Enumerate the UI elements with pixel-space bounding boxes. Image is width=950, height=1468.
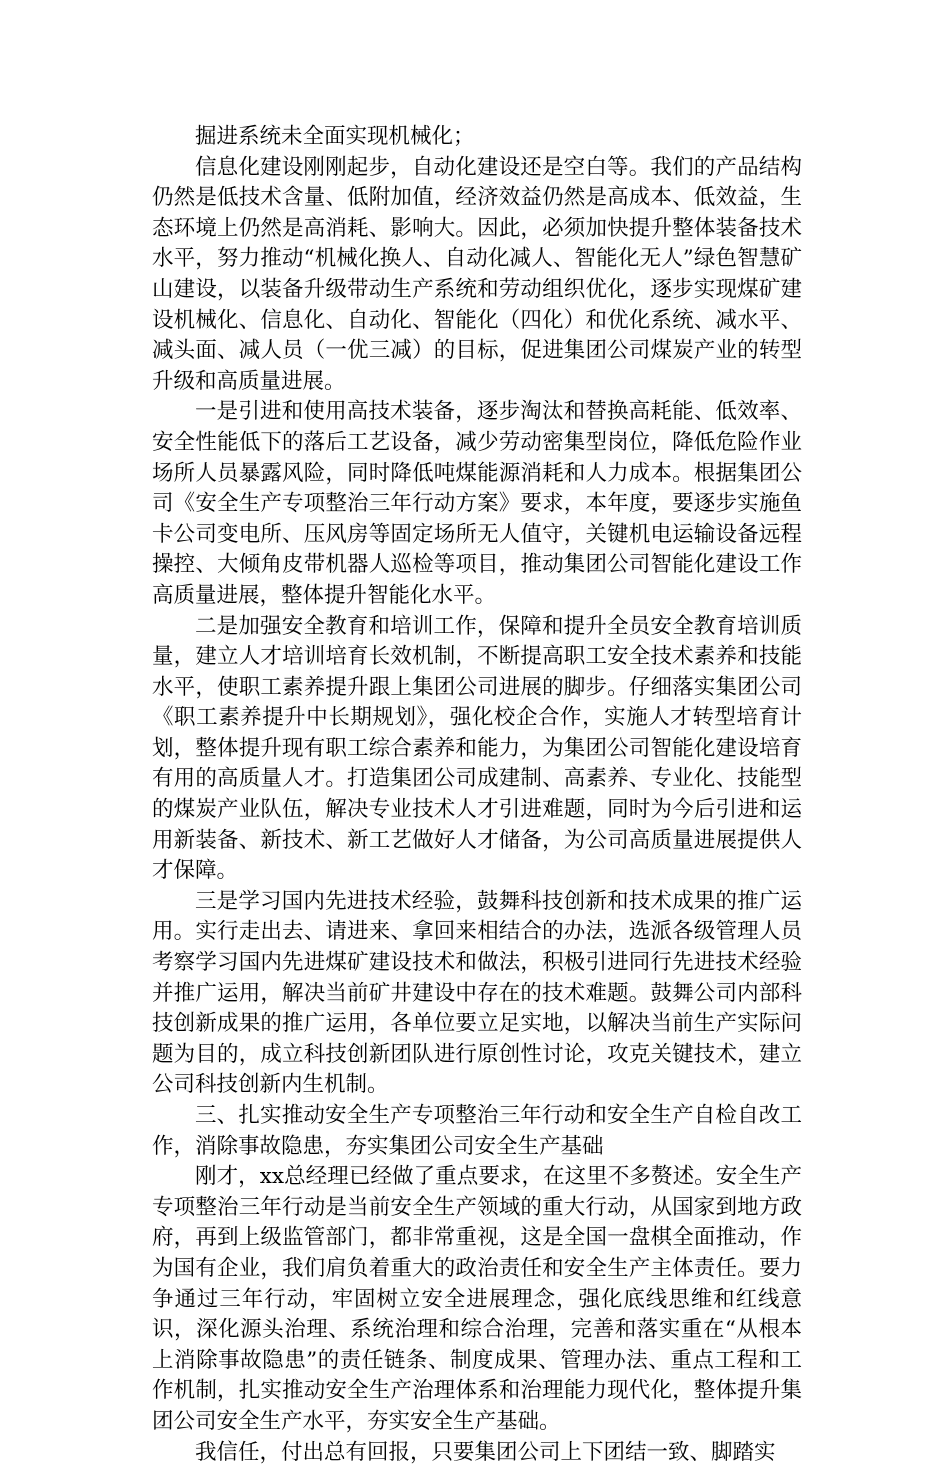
paragraph: 一是引进和使用高技术装备，逐步淘汰和替换高耗能、低效率、安全性能低下的落后工艺设备，减少劳动密集型岗位，降低危险作业场所人员暴露风险，同时降低吨煤能源消耗和人力成本。根据集团公司《安全生产专项整治三年行动方案》要求，本年度，要逐步实施鱼卡公司变电所、压风房等固定场所无人值守，关键机电运输设备远程操控、大倾角皮带机器人巡检等项目，推动集团公司智能化建设工作高质量进展，整体提升智能化水平。 [152, 399, 802, 608]
document-body [152, 122, 802, 1468]
paragraph: 刚才，xx总经理已经做了重点要求，在这里不多赘述。安全生产专项整治三年行动是当前安全生产领域的重大行动，从国家到地方政府，再到上级监管部门，都非常重视，这是全国一盘棋全面推动，作为国有企业，我们肩负着重大的政治责任和安全生产主体责任。要力争通过三年行动，牢固树立安全进展理念，强化底线思维和红线意识，深化源头治理、系统治理和综合治理，完善和落实重在“从根本上消除事故隐患”的责任链条、制度成果、管理办法、重点工程和工作机制，扎实推动安全生产治理体系和治理能力现代化，整体提升集团公司安全生产水平，夯实安全生产基础。 [152, 1164, 802, 1434]
paragraph: 我信任，付出总有回报，只要集团公司上下团结一致、脚踏实 [195, 1439, 776, 1465]
paragraph: 掘进系统未全面实现机械化； [195, 124, 475, 149]
paragraph: 二是加强安全教育和培训工作，保障和提升全员安全教育培训质量，建立人才培训培育长效机制，不断提高职工安全技术素养和技能水平，使职工素养提升跟上集团公司进展的脚步。仔细落实集团公司《职工素养提升中长期规划》，强化校企合作，实施人才转型培育计划，整体提升现有职工综合素养和能力，为集团公司智能化建设培育有用的高质量人才。打造集团公司成建制、高素养、专业化、技能型的煤炭产业队伍，解决专业技术人才引进难题，同时为今后引进和运用新装备、新技术、新工艺做好人才储备，为公司高质量进展提供人才保障。 [152, 613, 802, 884]
section-heading: 三、扎实推动安全生产专项整治三年行动和安全生产自检自改工作，消除事故隐患，夯实集团公司安全生产基础 [152, 1103, 802, 1159]
paragraph: 三是学习国内先进技术经验，鼓舞科技创新和技术成果的推广运用。实行走出去、请进来、拿回来相结合的办法，选派各级管理人员考察学习国内先进煤矿建设技术和做法，积极引进同行先进技术经验并推广运用，解决当前矿井建设中存在的技术难题。鼓舞公司内部科技创新成果的推广运用，各单位要立足实地，以解决当前生产实际问题为目的，成立科技创新团队进行原创性讨论，攻克关键技术，建立公司科技创新内生机制。 [152, 888, 802, 1098]
paragraph: 信息化建设刚刚起步，自动化建设还是空白等。我们的产品结构仍然是低技术含量、低附加值，经济效益仍然是高成本、低效益，生态环境上仍然是高消耗、影响大。因此，必须加快提升整体装备技术水平，努力推动“机械化换人、自动化减人、智能化无人”绿色智慧矿山建设，以装备升级带动生产系统和劳动组织优化，逐步实现煤矿建设机械化、信息化、自动化、智能化（四化）和优化系统、减水平、减头面、减人员（一优三减）的目标，促进集团公司煤炭产业的转型升级和高质量进展。 [152, 154, 802, 394]
